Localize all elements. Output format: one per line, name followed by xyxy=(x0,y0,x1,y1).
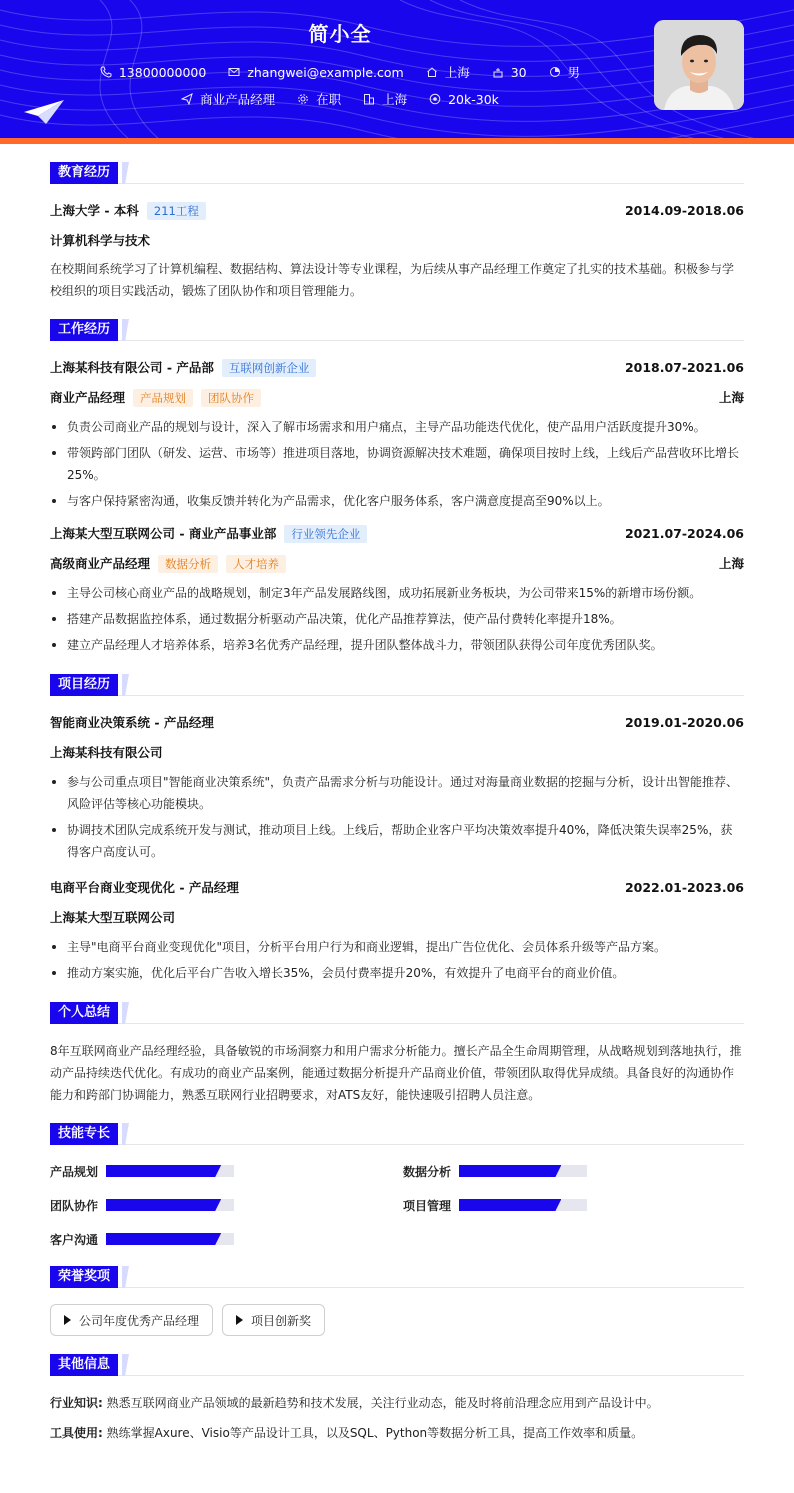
other-label: 行业知识: xyxy=(50,1396,103,1410)
project-bullets xyxy=(50,771,744,863)
project-entry xyxy=(50,877,744,984)
project-header-row xyxy=(50,877,744,897)
email-text: zhangwei@example.com xyxy=(247,64,404,80)
job-entry xyxy=(50,357,744,512)
skill-name: 团队协作 xyxy=(50,1198,99,1213)
skill-name: 项目管理 xyxy=(403,1198,452,1213)
target-city-text: 上海 xyxy=(382,92,408,107)
play-icon xyxy=(236,1315,243,1325)
project-org: 上海某大型互联网公司 xyxy=(50,910,176,925)
heading-decoration xyxy=(122,674,132,696)
job-date: 2018.07-2021.06 xyxy=(624,359,744,375)
list-item: 主导公司核心商业产品的战略规划，制定3年产品发展路线图，成功拓展新业务板块，为公司带来15%的新增市场份额。 xyxy=(50,582,744,604)
play-icon xyxy=(64,1315,71,1325)
target-city-info xyxy=(363,90,407,108)
education-description: 在校期间系统学习了计算机编程、数据结构、算法设计等专业课程，为后续从事产品经理工作奠定了扎实的技术基础。积极参与学校组织的项目实践活动，锻炼了团队协作和项目管理能力。 xyxy=(50,262,735,298)
section-heading: 荣誉奖项 xyxy=(50,1266,118,1288)
section-heading: 工作经历 xyxy=(50,319,118,341)
section-heading: 个人总结 xyxy=(50,1002,118,1024)
projects-section-title xyxy=(50,674,744,696)
project-org: 上海某科技有限公司 xyxy=(50,745,163,760)
job-entry xyxy=(50,523,744,656)
list-item: 主导"电商平台商业变现优化"项目，分析平台用户行为和商业逻辑，提出广告位优化、会员体系升级等产品方案。 xyxy=(50,936,744,958)
age-text: 30 xyxy=(510,64,527,80)
company-badge: 行业领先企业 xyxy=(284,525,367,543)
job-tag: 团队协作 xyxy=(201,389,261,407)
skill-bar xyxy=(106,1233,234,1245)
job-tag: 产品规划 xyxy=(133,389,193,407)
award-item xyxy=(222,1304,325,1336)
phone-info xyxy=(100,63,206,81)
list-item: 带领跨部门团队（研发、运营、市场等）推进项目落地，协调资源解决技术难题，确保项目按时上线，上线后产品营收环比增长25%。 xyxy=(50,442,744,486)
job-role: 高级商业产品经理 xyxy=(50,555,151,571)
list-item: 与客户保持紧密沟通，收集反馈并转化为产品需求，优化客户服务体系，客户满意度提高至90%以上。 xyxy=(50,490,744,512)
age-info xyxy=(492,63,527,81)
job-tag: 数据分析 xyxy=(158,555,218,573)
project-org-row xyxy=(50,742,744,762)
skill-bar xyxy=(106,1199,234,1211)
target-role-info xyxy=(181,90,275,108)
section-heading: 其他信息 xyxy=(50,1354,118,1376)
education-header-row xyxy=(50,200,744,220)
skill-bar-fill xyxy=(459,1199,561,1211)
skill-bar xyxy=(106,1165,234,1177)
skill-bar xyxy=(459,1165,587,1177)
cake-icon xyxy=(492,66,504,78)
heading-decoration xyxy=(122,1266,132,1288)
skill-item xyxy=(50,1229,403,1249)
job-intent-line xyxy=(0,90,680,108)
summary-text: 8年互联网商业产品经理经验，具备敏锐的市场洞察力和用户需求分析能力。擅长产品全生命周期管理，从战略规划到落地执行，推动产品持续迭代优化。有成功的商业产品案例，能通过数据分析提升产品商业价值，带领团队取得优异成绩。具备良好的沟通协作能力和跨部门协调能力，熟悉互联网行业招聘要求，对ATS友好，能快速吸引招聘人员注意。 xyxy=(50,1044,742,1102)
coin-icon xyxy=(429,93,441,105)
job-role-row xyxy=(50,553,744,573)
list-item: 建立产品经理人才培养体系，培养3名优秀产品经理，提升团队整体战斗力，带领团队获得公司年度优秀团队奖。 xyxy=(50,634,744,656)
award-label: 项目创新奖 xyxy=(251,1313,312,1328)
phone-text: 13800000000 xyxy=(118,64,207,80)
list-item: 参与公司重点项目"智能商业决策系统"，负责产品需求分析与功能设计。通过对海量商业数据的挖掘与分析，设计出智能推荐、风险评估等核心功能模块。 xyxy=(50,771,744,815)
project-date: 2019.01-2020.06 xyxy=(624,714,744,730)
skill-name: 数据分析 xyxy=(403,1164,452,1179)
work-section-title xyxy=(50,319,744,341)
mail-icon xyxy=(228,66,240,78)
skill-bar-fill xyxy=(106,1165,221,1177)
target-role-text: 商业产品经理 xyxy=(200,92,276,107)
company-name: 上海某科技有限公司 - 产品部 xyxy=(50,359,214,375)
heading-decoration xyxy=(122,319,132,341)
job-city: 上海 xyxy=(718,556,744,571)
other-text: 熟悉互联网商业产品领域的最新趋势和技术发展，关注行业动态，能及时将前沿理念应用到产品设计中。 xyxy=(106,1396,659,1410)
contact-line xyxy=(0,63,680,81)
job-header-row xyxy=(50,357,744,377)
other-section-title xyxy=(50,1354,744,1376)
skills-section-title xyxy=(50,1123,744,1145)
job-date: 2021.07-2024.06 xyxy=(624,525,744,541)
candidate-name: 简小全 xyxy=(308,22,372,46)
list-item: 协调技术团队完成系统开发与测试，推动项目上线。上线后，帮助企业客户平均决策效率提升40%，降低决策失误率25%，获得客户高度认可。 xyxy=(50,819,744,863)
company-name: 上海某大型互联网公司 - 商业产品事业部 xyxy=(50,525,277,541)
list-item: 负责公司商业产品的规划与设计，深入了解市场需求和用户痛点，主导产品功能迭代优化，使产品用户活跃度提升30%。 xyxy=(50,416,744,438)
job-role-row xyxy=(50,387,744,407)
awards-section-title xyxy=(50,1266,744,1288)
summary-section-title xyxy=(50,1002,744,1024)
skill-name: 客户沟通 xyxy=(50,1232,99,1247)
heading-decoration xyxy=(122,1354,132,1376)
skill-item xyxy=(50,1161,403,1181)
gear-icon xyxy=(297,93,309,105)
company-badge: 互联网创新企业 xyxy=(222,359,317,377)
gender-info xyxy=(549,63,581,81)
job-role: 商业产品经理 xyxy=(50,389,126,405)
job-bullets xyxy=(50,416,744,512)
salary-info xyxy=(429,90,499,108)
location-text: 上海 xyxy=(444,65,470,80)
skills-grid xyxy=(50,1161,744,1249)
gender-text: 男 xyxy=(567,65,581,80)
project-name: 智能商业决策系统 - 产品经理 xyxy=(50,715,214,730)
building-icon xyxy=(363,93,375,105)
skill-item xyxy=(403,1195,744,1215)
list-item: 搭建产品数据监控体系，通过数据分析驱动产品决策，优化产品推荐算法，使产品付费转化率提升18%。 xyxy=(50,608,744,630)
award-item xyxy=(50,1304,213,1336)
header-accent-stripe xyxy=(0,138,794,144)
heading-decoration xyxy=(122,1123,132,1145)
location-info xyxy=(426,63,470,81)
other-label: 工具使用: xyxy=(50,1426,103,1440)
awards-list xyxy=(50,1304,744,1336)
job-tag: 人才培养 xyxy=(226,555,286,573)
section-heading: 教育经历 xyxy=(50,162,118,184)
resume-body xyxy=(50,162,744,1452)
home-icon xyxy=(426,66,438,78)
status-info xyxy=(297,90,341,108)
resume-header xyxy=(0,0,794,140)
school-badge: 211工程 xyxy=(147,202,206,220)
skill-bar-fill xyxy=(459,1165,561,1177)
education-date: 2014.09-2018.06 xyxy=(624,202,744,218)
project-org-row xyxy=(50,907,744,927)
other-item xyxy=(50,1422,744,1444)
skill-item xyxy=(403,1161,744,1181)
heading-decoration xyxy=(122,1002,132,1024)
major-row xyxy=(50,230,744,250)
job-city: 上海 xyxy=(718,390,744,405)
skill-bar-fill xyxy=(106,1199,221,1211)
phone-icon xyxy=(100,66,112,78)
project-header-row xyxy=(50,712,744,732)
email-info xyxy=(228,63,403,81)
avatar-portrait xyxy=(654,20,744,110)
skill-item xyxy=(50,1195,403,1215)
skill-name: 产品规划 xyxy=(50,1164,99,1179)
section-heading: 技能专长 xyxy=(50,1123,118,1145)
other-text: 熟练掌握Axure、Visio等产品设计工具，以及SQL、Python等数据分析工具，提高工作效率和质量。 xyxy=(106,1426,644,1440)
send-icon xyxy=(181,93,193,105)
skill-bar-fill xyxy=(106,1233,221,1245)
award-label: 公司年度优秀产品经理 xyxy=(79,1313,200,1328)
skill-bar xyxy=(459,1199,587,1211)
heading-decoration xyxy=(122,162,132,184)
section-heading: 项目经历 xyxy=(50,674,118,696)
project-date: 2022.01-2023.06 xyxy=(624,879,744,895)
salary-text: 20k-30k xyxy=(448,91,499,107)
project-name: 电商平台商业变现优化 - 产品经理 xyxy=(50,880,239,895)
education-section-title xyxy=(50,162,744,184)
project-entry xyxy=(50,712,744,863)
other-item xyxy=(50,1392,744,1414)
paper-plane-logo-icon xyxy=(24,100,64,124)
avatar xyxy=(654,20,744,110)
list-item: 推动方案实施，优化后平台广告收入增长35%，会员付费率提升20%，有效提升了电商平台的商业价值。 xyxy=(50,962,744,984)
gender-icon xyxy=(549,66,561,78)
major-name: 计算机科学与技术 xyxy=(50,233,151,248)
school-name: 上海大学 - 本科 xyxy=(50,202,139,218)
job-bullets xyxy=(50,582,744,656)
status-text: 在职 xyxy=(316,92,342,107)
job-header-row xyxy=(50,523,744,543)
project-bullets xyxy=(50,936,744,984)
